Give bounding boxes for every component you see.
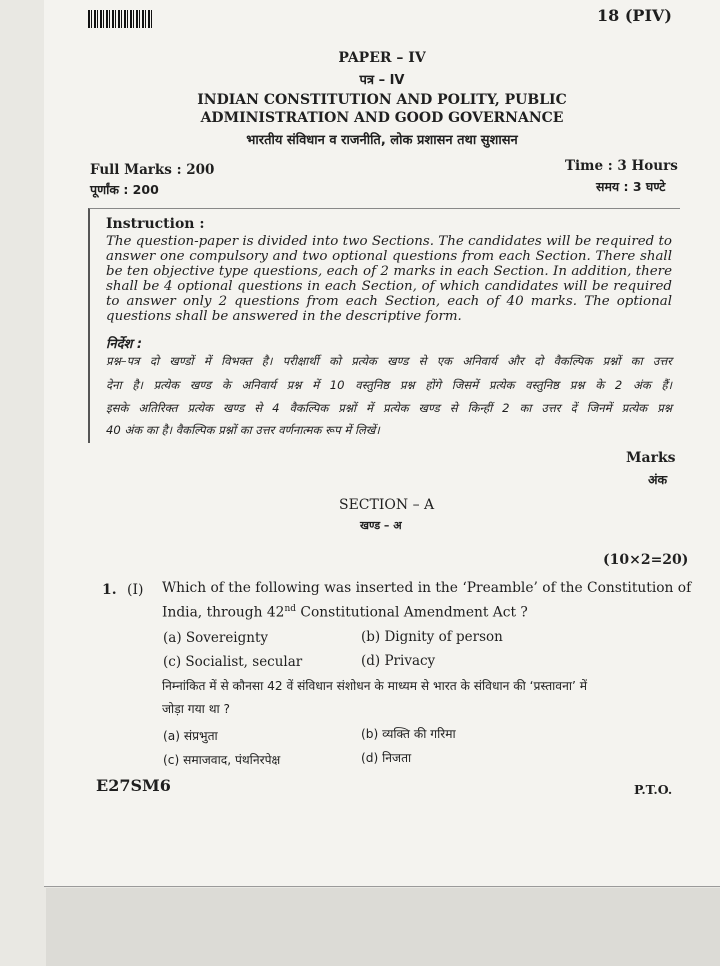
barcode-icon <box>88 10 152 28</box>
instruction-line: answer one compulsory and two optional questions from each Section. There shall <box>106 249 672 264</box>
paper-title-hindi: भारतीय संविधान व राजनीति, लोक प्रशासन तथा सुशासन <box>246 133 518 148</box>
section-title: SECTION – A <box>339 497 435 513</box>
option-c: (c) Socialist, secular <box>163 654 303 670</box>
option-d-hindi: (d) निजता <box>361 751 412 765</box>
marks-column-label-hindi: अंक <box>648 472 668 487</box>
question-text-line2 <box>162 604 528 621</box>
paper-title-line1: INDIAN CONSTITUTION AND POLITY, PUBLIC <box>197 92 567 108</box>
paper-code: 18 (PIV) <box>597 6 672 25</box>
option-c-hindi: (c) समाजवाद, पंथनिरपेक्ष <box>163 753 281 767</box>
instruction-heading-hindi: निर्देश : <box>106 337 143 352</box>
page-edge <box>44 886 720 887</box>
booklet-code: E27SM6 <box>96 776 171 795</box>
question-text-part: Constitutional Amendment Act ? <box>296 604 528 621</box>
paper-number-hindi: पत्र – IV <box>359 73 405 88</box>
section-marks: (10×2=20) <box>603 552 689 568</box>
instruction-line: be ten objective type questions, each of 2 marks in each Section. In addition, there <box>106 264 672 279</box>
time-allowed: Time : 3 Hours <box>565 158 678 174</box>
paper-number: PAPER – IV <box>338 50 426 66</box>
full-marks: Full Marks : 200 <box>90 162 215 178</box>
instruction-line: questions shall be answered in the descriptive form. <box>106 309 462 324</box>
question-text: Which of the following was inserted in the ‘Preamble’ of the Constitution of <box>162 580 692 596</box>
option-b-hindi: (b) व्यक्ति की गरिमा <box>361 727 456 741</box>
question-text-superscript: nd <box>284 604 297 614</box>
time-allowed-hindi: समय : 3 घण्टे <box>596 179 666 194</box>
instruction-heading: Instruction : <box>106 216 205 232</box>
please-turn-over: P.T.O. <box>634 782 673 797</box>
instruction-line: The question-paper is divided into two Sections. The candidates will be required to <box>106 234 672 249</box>
question-text-hindi: निम्नांकित में से कौनसा 42 वें संविधान संशोधन के माध्यम से भारत के संविधान की ‘प्रस्तावना’ में <box>162 679 588 693</box>
option-b: (b) Dignity of person <box>361 629 503 645</box>
instruction-line-hindi: इसके अतिरिक्त प्रत्येक खण्ड से 4 वैकल्पिक प्रश्नों में प्रत्येक खण्ड से किन्हीं 2 का उत्तर दें जिनमें प्रत्येक प्रश्न <box>106 401 672 415</box>
instruction-line: shall be 4 optional questions in each Section, of which candidates will be required <box>106 279 672 294</box>
question-text-part: India, through 42 <box>162 604 285 621</box>
instruction-line: to answer only 2 questions from each Section, each of 40 marks. The optional <box>106 294 672 309</box>
question-text-hindi-line2: जोड़ा गया था ? <box>162 702 230 716</box>
question-sub-number: (I) <box>127 582 144 598</box>
page-shadow <box>46 888 720 966</box>
full-marks-hindi: पूर्णांक : 200 <box>90 182 159 197</box>
section-title-hindi: खण्ड – अ <box>360 519 402 532</box>
question-number: 1. <box>102 582 117 598</box>
instruction-line-hindi: प्रश्न–पत्र दो खण्डों में विभक्त है। परीक्षार्थी को प्रत्येक खण्ड से एक अनिवार्य और दो वैकल्पिक प्रश्नों का उत्तर <box>106 354 672 368</box>
marks-column-label: Marks <box>626 450 676 466</box>
paper-title-line2: ADMINISTRATION AND GOOD GOVERNANCE <box>200 110 564 126</box>
option-a: (a) Sovereignty <box>163 630 269 646</box>
option-d: (d) Privacy <box>361 653 436 669</box>
instruction-line-hindi: देना है। प्रत्येक खण्ड के अनिवार्य प्रश्न में 10 वस्तुनिष्ठ प्रश्न होंगे जिसमें प्रत्येक वस्तुनिष्ठ प्रश्न के 2 अंक हैं। <box>106 378 672 392</box>
option-a-hindi: (a) संप्रभुता <box>163 729 218 743</box>
instruction-line-hindi: 40 अंक का है। वैकल्पिक प्रश्नों का उत्तर वर्णनात्मक रूप में लिखें। <box>106 423 380 437</box>
